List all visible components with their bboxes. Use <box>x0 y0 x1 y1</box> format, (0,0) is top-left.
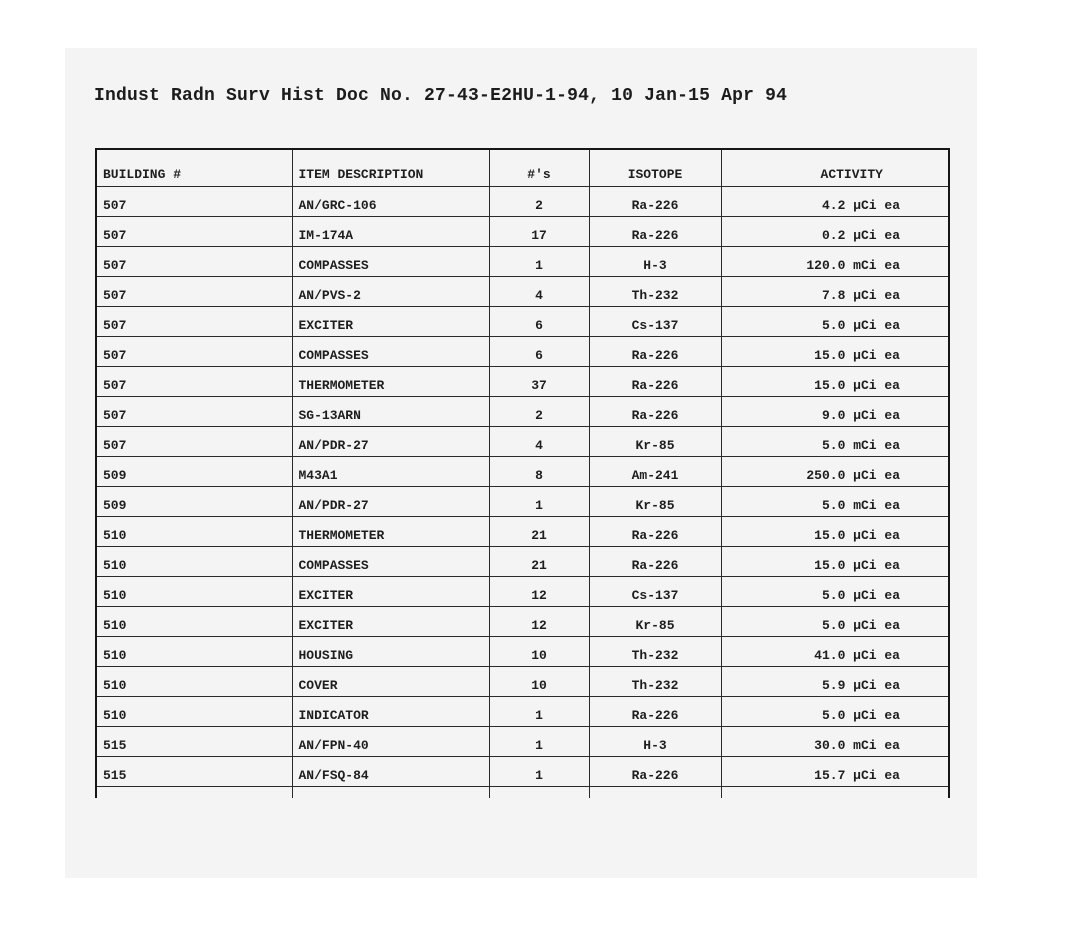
cell-item-description: AN/FSQ-84 <box>292 756 489 786</box>
table-row <box>97 426 948 456</box>
cell-building: 507 <box>97 216 292 246</box>
cell-building: 510 <box>97 696 292 726</box>
table-row <box>97 366 948 396</box>
cell-activity: 15.0 µCi ea <box>721 336 948 366</box>
header-building: BUILDING # <box>97 150 292 186</box>
cell-empty <box>589 786 721 798</box>
cell-isotope: Ra-226 <box>589 546 721 576</box>
cell-empty <box>97 786 292 798</box>
cell-isotope: Th-232 <box>589 666 721 696</box>
cell-count: 17 <box>489 216 589 246</box>
cell-item-description: EXCITER <box>292 576 489 606</box>
table-row <box>97 486 948 516</box>
table-row <box>97 306 948 336</box>
cell-isotope: Ra-226 <box>589 186 721 216</box>
cell-building: 507 <box>97 396 292 426</box>
cell-isotope: H-3 <box>589 726 721 756</box>
table-row <box>97 216 948 246</box>
table-row <box>97 546 948 576</box>
cell-item-description: M43A1 <box>292 456 489 486</box>
cell-isotope: Th-232 <box>589 636 721 666</box>
cell-count: 8 <box>489 456 589 486</box>
cell-count: 12 <box>489 576 589 606</box>
cell-count: 21 <box>489 546 589 576</box>
table-row <box>97 456 948 486</box>
cell-count: 2 <box>489 186 589 216</box>
cell-building: 507 <box>97 306 292 336</box>
cell-building: 515 <box>97 756 292 786</box>
table-row <box>97 666 948 696</box>
cell-activity: 15.0 µCi ea <box>721 366 948 396</box>
table-row <box>97 636 948 666</box>
cell-isotope: Cs-137 <box>589 576 721 606</box>
cell-isotope: Kr-85 <box>589 486 721 516</box>
cell-activity: 41.0 µCi ea <box>721 636 948 666</box>
cell-building: 507 <box>97 336 292 366</box>
cell-count: 4 <box>489 426 589 456</box>
cell-building: 509 <box>97 486 292 516</box>
cell-count: 1 <box>489 756 589 786</box>
cell-count: 6 <box>489 336 589 366</box>
cell-item-description: EXCITER <box>292 306 489 336</box>
cell-isotope: Ra-226 <box>589 696 721 726</box>
cell-building: 510 <box>97 546 292 576</box>
cell-count: 12 <box>489 606 589 636</box>
header-row <box>97 150 948 186</box>
cell-activity: 5.9 µCi ea <box>721 666 948 696</box>
cell-activity: 4.2 µCi ea <box>721 186 948 216</box>
table-row <box>97 276 948 306</box>
cell-building: 507 <box>97 366 292 396</box>
cell-empty <box>721 786 948 798</box>
cell-item-description: SG-13ARN <box>292 396 489 426</box>
cell-count: 6 <box>489 306 589 336</box>
cell-isotope: Th-232 <box>589 276 721 306</box>
cell-building: 507 <box>97 186 292 216</box>
cell-item-description: COVER <box>292 666 489 696</box>
table-row <box>97 336 948 366</box>
cell-count: 21 <box>489 516 589 546</box>
cell-item-description: AN/FPN-40 <box>292 726 489 756</box>
cell-empty <box>489 786 589 798</box>
cell-isotope: Ra-226 <box>589 516 721 546</box>
cell-item-description: IM-174A <box>292 216 489 246</box>
cell-isotope: Ra-226 <box>589 336 721 366</box>
cell-activity: 5.0 µCi ea <box>721 306 948 336</box>
cell-item-description: AN/GRC-106 <box>292 186 489 216</box>
cell-item-description: INDICATOR <box>292 696 489 726</box>
cell-building: 509 <box>97 456 292 486</box>
cell-item-description: AN/PVS-2 <box>292 276 489 306</box>
cell-activity: 5.0 µCi ea <box>721 606 948 636</box>
cell-item-description: COMPASSES <box>292 246 489 276</box>
cell-item-description: HOUSING <box>292 636 489 666</box>
cell-isotope: H-3 <box>589 246 721 276</box>
table-row <box>97 756 948 786</box>
cell-activity: 5.0 µCi ea <box>721 576 948 606</box>
cell-activity: 0.2 µCi ea <box>721 216 948 246</box>
cell-building: 507 <box>97 246 292 276</box>
cell-building: 507 <box>97 426 292 456</box>
table-row <box>97 246 948 276</box>
cell-empty <box>292 786 489 798</box>
cell-item-description: THERMOMETER <box>292 366 489 396</box>
cell-building: 515 <box>97 726 292 756</box>
table-row-partial <box>97 786 948 798</box>
header-isotope: ISOTOPE <box>589 150 721 186</box>
table-row <box>97 516 948 546</box>
cell-isotope: Ra-226 <box>589 756 721 786</box>
cell-activity: 5.0 µCi ea <box>721 696 948 726</box>
isotope-inventory-table <box>95 148 950 798</box>
header-item-description: ITEM DESCRIPTION <box>292 150 489 186</box>
cell-count: 1 <box>489 486 589 516</box>
table-row <box>97 576 948 606</box>
cell-activity: 250.0 µCi ea <box>721 456 948 486</box>
cell-isotope: Kr-85 <box>589 426 721 456</box>
cell-count: 1 <box>489 726 589 756</box>
cell-item-description: COMPASSES <box>292 546 489 576</box>
cell-building: 510 <box>97 666 292 696</box>
cell-activity: 9.0 µCi ea <box>721 396 948 426</box>
cell-item-description: COMPASSES <box>292 336 489 366</box>
cell-count: 37 <box>489 366 589 396</box>
cell-count: 1 <box>489 696 589 726</box>
cell-activity: 15.7 µCi ea <box>721 756 948 786</box>
cell-item-description: THERMOMETER <box>292 516 489 546</box>
cell-count: 4 <box>489 276 589 306</box>
cell-activity: 30.0 mCi ea <box>721 726 948 756</box>
cell-item-description: AN/PDR-27 <box>292 486 489 516</box>
document-page <box>65 48 977 878</box>
cell-count: 1 <box>489 246 589 276</box>
cell-count: 2 <box>489 396 589 426</box>
cell-isotope: Am-241 <box>589 456 721 486</box>
table-row <box>97 606 948 636</box>
cell-activity: 15.0 µCi ea <box>721 516 948 546</box>
cell-isotope: Cs-137 <box>589 306 721 336</box>
cell-building: 510 <box>97 516 292 546</box>
cell-activity: 5.0 mCi ea <box>721 426 948 456</box>
cell-building: 510 <box>97 606 292 636</box>
header-count: #'s <box>489 150 589 186</box>
cell-activity: 120.0 mCi ea <box>721 246 948 276</box>
cell-building: 510 <box>97 636 292 666</box>
table-row <box>97 726 948 756</box>
cell-isotope: Ra-226 <box>589 396 721 426</box>
data-table <box>97 150 948 798</box>
cell-count: 10 <box>489 666 589 696</box>
cell-isotope: Kr-85 <box>589 606 721 636</box>
cell-isotope: Ra-226 <box>589 366 721 396</box>
cell-activity: 5.0 mCi ea <box>721 486 948 516</box>
table-body <box>97 186 948 798</box>
cell-count: 10 <box>489 636 589 666</box>
cell-item-description: AN/PDR-27 <box>292 426 489 456</box>
table-row <box>97 696 948 726</box>
cell-activity: 7.8 µCi ea <box>721 276 948 306</box>
cell-activity: 15.0 µCi ea <box>721 546 948 576</box>
table-row <box>97 396 948 426</box>
cell-building: 510 <box>97 576 292 606</box>
cell-item-description: EXCITER <box>292 606 489 636</box>
header-activity: ACTIVITY <box>721 150 948 186</box>
cell-building: 507 <box>97 276 292 306</box>
cell-isotope: Ra-226 <box>589 216 721 246</box>
document-title: Indust Radn Surv Hist Doc No. 27-43-E2HU-1-94, 10 Jan-15 Apr 94 <box>94 86 788 106</box>
table-row <box>97 186 948 216</box>
